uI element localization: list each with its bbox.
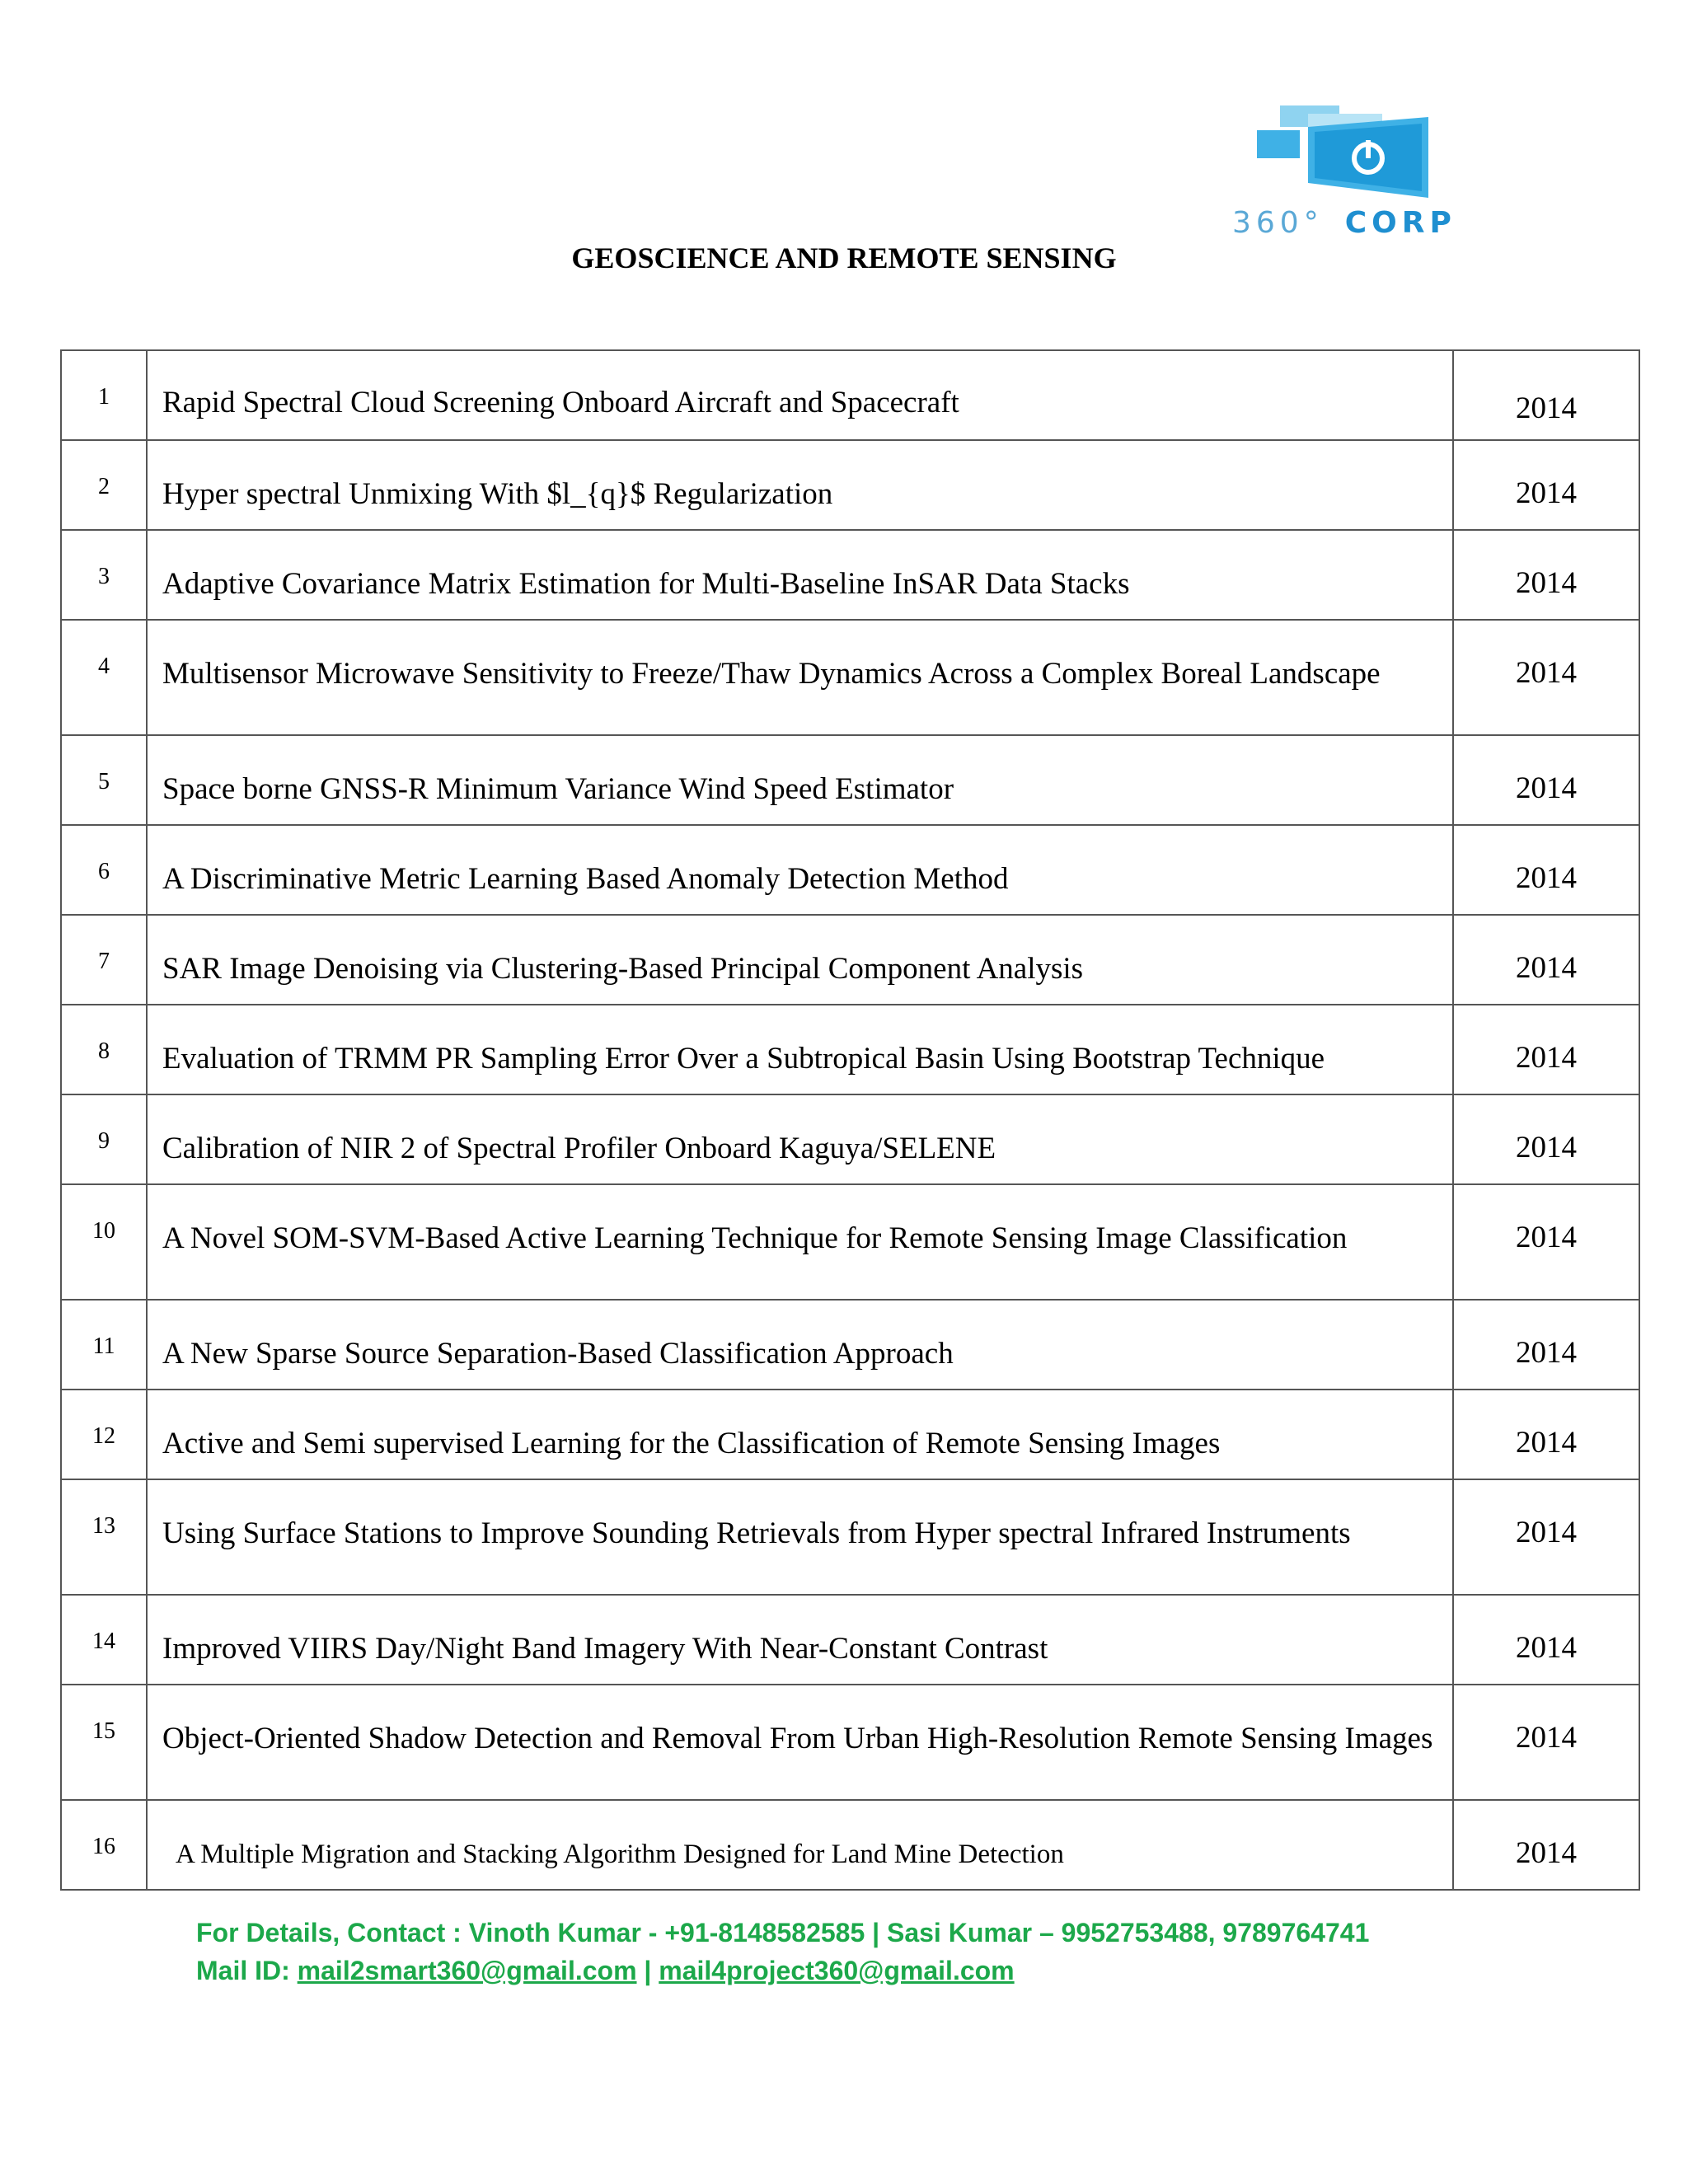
- row-number: 16: [61, 1800, 147, 1890]
- logo-wordmark: [1232, 206, 1479, 240]
- paper-year: 2014: [1453, 1005, 1639, 1094]
- mail-link-2[interactable]: mail4project360@gmail.com: [659, 1956, 1015, 1985]
- paper-year: 2014: [1453, 530, 1639, 620]
- page-title: GEOSCIENCE AND REMOTE SENSING: [571, 241, 1117, 274]
- table-row: [61, 1595, 1639, 1685]
- paper-title: Object-Oriented Shadow Detection and Removal From Urban High-Resolution Remote Sensing Images: [147, 1685, 1453, 1800]
- table-row: [61, 1800, 1639, 1890]
- row-number: 4: [61, 620, 147, 735]
- table-row: [61, 350, 1639, 440]
- table-row: [61, 915, 1639, 1005]
- mail-separator: |: [636, 1956, 659, 1985]
- paper-year: 2014: [1453, 350, 1639, 440]
- row-number: 7: [61, 915, 147, 1005]
- power-monitor-icon: [1232, 91, 1479, 206]
- paper-title: A New Sparse Source Separation-Based Classification Approach: [147, 1300, 1453, 1390]
- table-row: [61, 1685, 1639, 1800]
- table-row: [61, 1479, 1639, 1595]
- paper-year: 2014: [1453, 735, 1639, 825]
- table-row: [61, 1094, 1639, 1184]
- row-number: 12: [61, 1390, 147, 1479]
- paper-year: 2014: [1453, 1479, 1639, 1595]
- table-row: [61, 1184, 1639, 1300]
- papers-table: [60, 349, 1640, 1891]
- mail-label: Mail ID:: [196, 1956, 298, 1985]
- paper-year: 2014: [1453, 1300, 1639, 1390]
- row-number: 8: [61, 1005, 147, 1094]
- row-number: 10: [61, 1184, 147, 1300]
- table-row: [61, 825, 1639, 915]
- mail-link-1[interactable]: mail2smart360@gmail.com: [297, 1956, 637, 1985]
- table-row: [61, 1300, 1639, 1390]
- paper-year: 2014: [1453, 915, 1639, 1005]
- table-row: [61, 1005, 1639, 1094]
- paper-year: 2014: [1453, 1800, 1639, 1890]
- row-number: 3: [61, 530, 147, 620]
- paper-title: Calibration of NIR 2 of Spectral Profiler Onboard Kaguya/SELENE: [147, 1094, 1453, 1184]
- paper-year: 2014: [1453, 620, 1639, 735]
- paper-title: SAR Image Denoising via Clustering-Based Principal Component Analysis: [147, 915, 1453, 1005]
- paper-title: Adaptive Covariance Matrix Estimation for Multi-Baseline InSAR Data Stacks: [147, 530, 1453, 620]
- paper-title: A Novel SOM-SVM-Based Active Learning Technique for Remote Sensing Image Classification: [147, 1184, 1453, 1300]
- paper-title: A Multiple Migration and Stacking Algorithm Designed for Land Mine Detection: [147, 1800, 1453, 1890]
- paper-title: A Discriminative Metric Learning Based Anomaly Detection Method: [147, 825, 1453, 915]
- paper-year: 2014: [1453, 1390, 1639, 1479]
- row-number: 14: [61, 1595, 147, 1685]
- table-row: [61, 620, 1639, 735]
- paper-year: 2014: [1453, 825, 1639, 915]
- paper-year: 2014: [1453, 1685, 1639, 1800]
- row-number: 9: [61, 1094, 147, 1184]
- paper-title: Multisensor Microwave Sensitivity to Freeze/Thaw Dynamics Across a Complex Boreal Landscape: [147, 620, 1453, 735]
- row-number: 1: [61, 350, 147, 440]
- table-row: [61, 1390, 1639, 1479]
- row-number: 6: [61, 825, 147, 915]
- contact-footer: [196, 1914, 1369, 1990]
- paper-year: 2014: [1453, 1184, 1639, 1300]
- paper-title: Rapid Spectral Cloud Screening Onboard Aircraft and Spacecraft: [147, 350, 1453, 440]
- table-row: [61, 530, 1639, 620]
- logo-text-corp: CORP: [1344, 206, 1456, 240]
- table-row: [61, 735, 1639, 825]
- row-number: 11: [61, 1300, 147, 1390]
- row-number: 15: [61, 1685, 147, 1800]
- paper-year: 2014: [1453, 1595, 1639, 1685]
- contact-line: For Details, Contact : Vinoth Kumar - +91-8148582585 | Sasi Kumar – 9952753488, 9789764741: [196, 1918, 1370, 1947]
- paper-year: 2014: [1453, 1094, 1639, 1184]
- paper-title: Space borne GNSS-R Minimum Variance Wind Speed Estimator: [147, 735, 1453, 825]
- paper-title: Evaluation of TRMM PR Sampling Error Over a Subtropical Basin Using Bootstrap Technique: [147, 1005, 1453, 1094]
- paper-title: Improved VIIRS Day/Night Band Imagery With Near-Constant Contrast: [147, 1595, 1453, 1685]
- row-number: 13: [61, 1479, 147, 1595]
- logo-text-360: 360°: [1232, 206, 1324, 240]
- paper-year: 2014: [1453, 440, 1639, 530]
- mail-line: [196, 1952, 1369, 1990]
- paper-title: Hyper spectral Unmixing With $l_{q}$ Regularization: [147, 440, 1453, 530]
- table-row: [61, 440, 1639, 530]
- row-number: 2: [61, 440, 147, 530]
- company-logo: [1232, 91, 1479, 255]
- row-number: 5: [61, 735, 147, 825]
- paper-title: Active and Semi supervised Learning for the Classification of Remote Sensing Images: [147, 1390, 1453, 1479]
- paper-title: Using Surface Stations to Improve Sounding Retrievals from Hyper spectral Infrared Instruments: [147, 1479, 1453, 1595]
